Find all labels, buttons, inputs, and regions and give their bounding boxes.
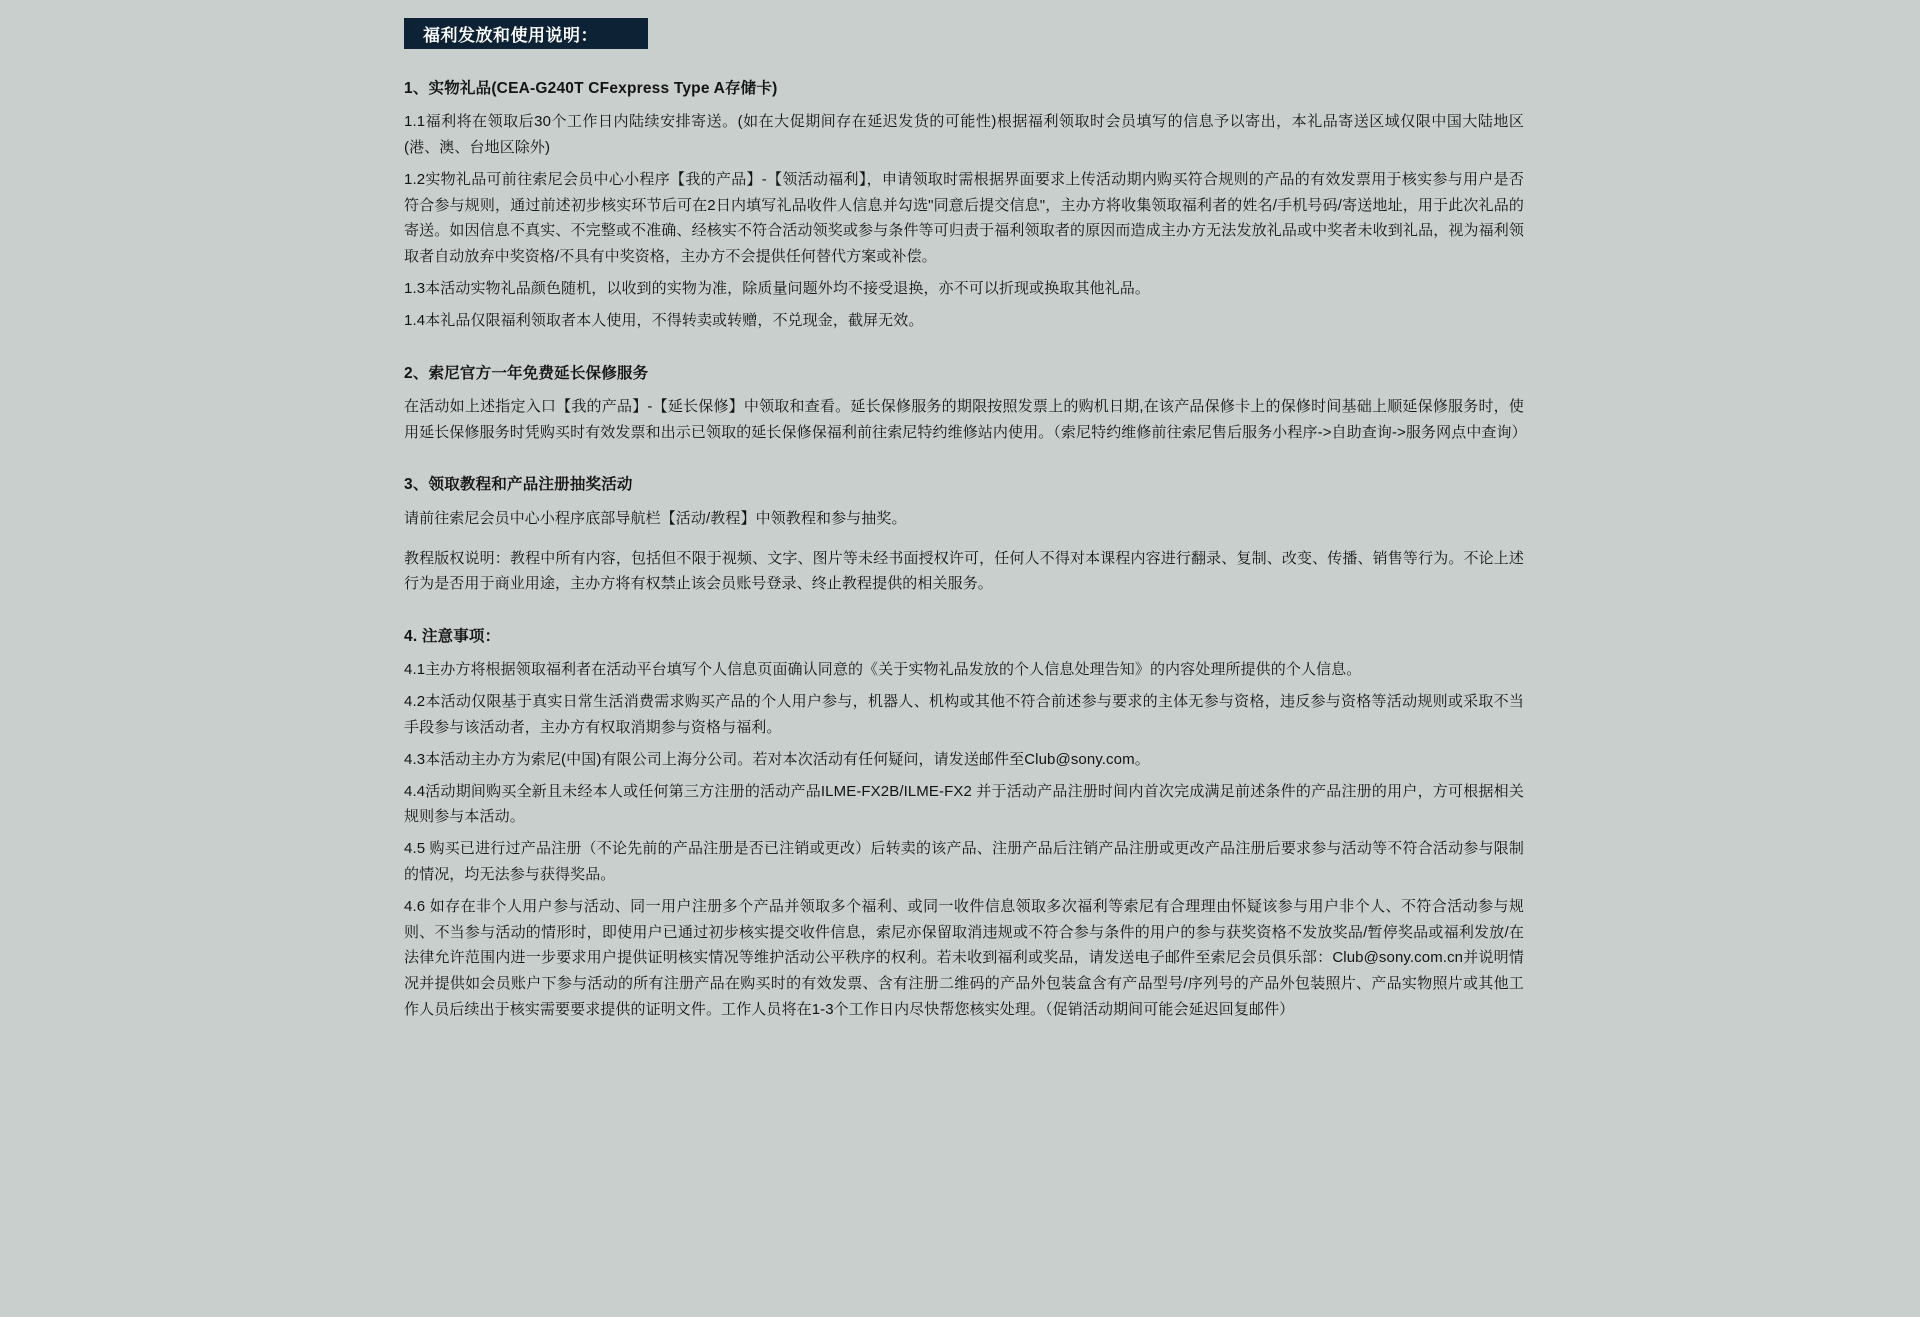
section-heading: 4. 注意事项： — [404, 628, 501, 646]
page-title: 福利发放和使用说明： — [423, 26, 598, 45]
paragraph: 请前往索尼会员中心小程序底部导航栏【活动/教程】中领教程和参与抽奖。 — [404, 509, 907, 527]
paragraph: 4.2本活动仅限基于真实日常生活消费需求购买产品的个人用户参与，机器人、机构或其他不符合前述参与要求的主体无参与资格，违反参与资格等活动规则或采取不当手段参与该活动者，主办方有权取消期参与资格与福利。 — [404, 693, 1524, 736]
document-content — [404, 0, 1527, 1029]
section-title-banner — [404, 18, 648, 49]
paragraph: 4.3本活动主办方为索尼(中国)有限公司上海分公司。若对本次活动有任何疑问，请发送邮件至Club@sony.com。 — [404, 750, 1150, 768]
paragraph: 1.2实物礼品可前往索尼会员中心小程序【我的产品】-【领活动福利】，申请领取时需根据界面要求上传活动期内购买符合规则的产品的有效发票用于核实参与用户是否符合参与规则，通过前述初步核实环节后可在2日内填写礼品收件人信息并勾选"同意后提交信息"，主办方将收集领取福利者的姓名/手机号码/寄送地址，用于此次礼品的寄送。如因信息不真实、不完整或不准确、经核实不符合活动领奖或参与条件等可归责于福利领取者的原因而造成主办方无法发放礼品或中奖者未收到礼品，视为福利领取者自动放弃中奖资格/不具有中奖资格，主办方不会提供任何替代方案或补偿。 — [404, 170, 1524, 266]
section-physical-gift — [404, 77, 1524, 334]
section-tutorial-lottery — [404, 473, 1524, 597]
section-heading: 2、索尼官方一年免费延长保修服务 — [404, 364, 649, 382]
section-heading: 3、领取教程和产品注册抽奖活动 — [404, 476, 633, 494]
title-accent-bar — [404, 18, 414, 49]
paragraph: 1.4本礼品仅限福利领取者本人使用，不得转卖或转赠，不兑现金，截屏无效。 — [404, 311, 924, 329]
paragraph: 4.1主办方将根据领取福利者在活动平台填写个人信息页面确认同意的《关于实物礼品发放的个人信息处理告知》的内容处理所提供的个人信息。 — [404, 661, 1362, 679]
paragraph: 1.3本活动实物礼品颜色随机，以收到的实物为准，除质量问题外均不接受退换，亦不可以折现或换取其他礼品。 — [404, 280, 1150, 298]
paragraph: 4.6 如存在非个人用户参与活动、同一用户注册多个产品并领取多个福利、或同一收件信息领取多次福利等索尼有合理理由怀疑该参与用户非个人、不符合活动参与规则、不当参与活动的情形时，即使用户已通过初步核实提交收件信息，索尼亦保留取消违规或不符合参与条件的用户的参与获奖资格不发放奖品/暂停奖品或福利发放/在法律允许范围内进一步要求用户提供证明核实情况等维护活动公平秩序的权利。若未收到福利或奖品，请发送电子邮件至索尼会员俱乐部：Club@sony.com.cn并说明情况并提供如会员账户下参与活动的所有注册产品在购买时的有效发票、含有注册二维码的产品外包装盒含有产品型号/序列号的产品外包装照片、产品实物照片或其他工作人员后续出于核实需要要求提供的证明文件。工作人员将在1-3个工作日内尽快帮您核实处理。（促销活动期间可能会延迟回复邮件） — [404, 897, 1524, 1018]
paragraph: 4.4活动期间购买全新且未经本人或任何第三方注册的活动产品ILME-FX2B/ILME-FX2 并于活动产品注册时间内首次完成满足前述条件的产品注册的用户，方可根据相关规则参与本活动。 — [404, 782, 1524, 826]
paragraph: 教程版权说明：教程中所有内容，包括但不限于视频、文字、图片等未经书面授权许可，任何人不得对本课程内容进行翻录、复制、改变、传播、销售等行为。不论上述行为是否用于商业用途，主办方将有权禁止该会员账号登录、终止教程提供的相关服务。 — [404, 549, 1524, 593]
section-extended-warranty — [404, 362, 1527, 446]
paragraph: 1.1福利将在领取后30个工作日内陆续安排寄送。(如在大促期间存在延迟发货的可能性)根据福利领取时会员填写的信息予以寄出，本礼品寄送区域仅限中国大陆地区(港、澳、台地区除外) — [404, 113, 1524, 157]
section-notes — [404, 625, 1524, 1023]
paragraph: 在活动如上述指定入口【我的产品】-【延长保修】中领取和查看。延长保修服务的期限按照发票上的购机日期,在该产品保修卡上的保修时间基础上顺延保修服务时，使用延长保修服务时凭购买时有效发票和出示已领取的延长保修保福利前往索尼特约维修站内使用。（索尼特约维修前往索尼售后服务小程序->自助查询->服务网点中查询） — [404, 397, 1527, 441]
section-heading: 1、实物礼品(CEA-G240T CFexpress Type A存储卡) — [404, 80, 778, 97]
paragraph: 4.5 购买已进行过产品注册（不论先前的产品注册是否已注销或更改）后转卖的该产品、注册产品后注销产品注册或更改产品注册后要求参与活动等不符合活动参与限制的情况，均无法参与获得奖品。 — [404, 840, 1524, 883]
